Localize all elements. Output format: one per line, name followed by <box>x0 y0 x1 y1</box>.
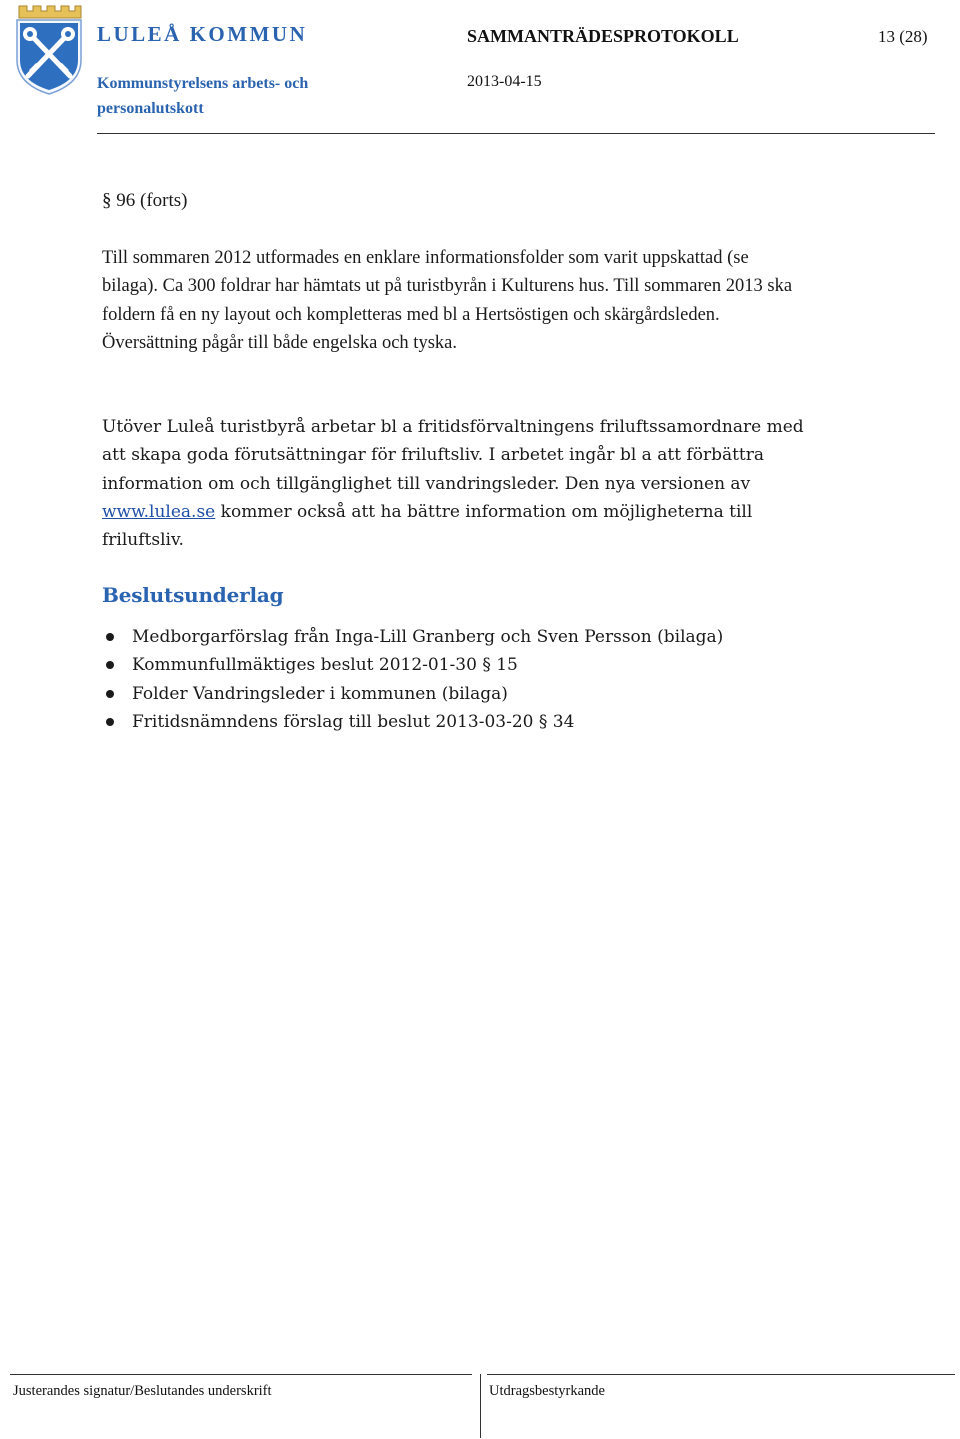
list-item <box>102 680 862 708</box>
section-reference: § 96 (forts) <box>102 190 188 211</box>
footer-signature-line <box>10 1374 472 1375</box>
decision-basis-list <box>102 623 862 736</box>
bullet-icon <box>106 633 114 641</box>
organization-name: LULEÅ KOMMUN <box>97 22 308 46</box>
section-heading: Beslutsunderlag <box>102 583 284 607</box>
paragraph-text: Utöver Luleå turistbyrå arbetar bl a fritidsförvaltningens friluftssamordnare med att skapa goda förutsättningar för friluftsliv. I arbetet ingår bl a att förbättra information om och tillgänglighet till vandringsleder. Den nya versionen av <box>102 417 804 494</box>
bullet-icon <box>106 661 114 669</box>
list-item-text: Fritidsnämndens förslag till beslut 2013-03-20 § 34 <box>132 711 575 732</box>
committee-name: Kommunstyrelsens arbets- och personalutskott <box>97 75 309 117</box>
document-type: SAMMANTRÄDESPROTOKOLL <box>467 26 739 46</box>
list-item <box>102 651 862 679</box>
paragraph-friluftsliv <box>102 413 822 554</box>
list-item-text: Folder Vandringsleder i kommunen (bilaga) <box>132 683 508 704</box>
bullet-icon <box>106 718 114 726</box>
list-item-text: Medborgarförslag från Inga-Lill Granberg och Sven Persson (bilaga) <box>132 627 724 647</box>
list-item <box>102 623 862 651</box>
list-item <box>102 708 862 736</box>
lulea-coat-of-arms-icon <box>11 4 87 96</box>
certification-label: Utdragsbestyrkande <box>489 1383 605 1399</box>
paragraph-folder-info: Till sommaren 2012 utformades en enklare informationsfolder som varit uppskattad (se bilaga). Ca 300 foldrar har hämtats ut på turistbyrån i Kulturens hus. Till sommaren 2013 ska foldern få en ny layout och kompletteras med bl a Hertsöstigen och skärgårdsleden. Översättning pågår till både engelska och tyska. <box>102 248 793 353</box>
list-item-text: Kommunfullmäktiges beslut 2012-01-30 § 15 <box>132 655 518 676</box>
page-number: 13 (28) <box>878 27 928 46</box>
signature-label: Justerandes signatur/Beslutandes underskrift <box>13 1383 272 1399</box>
document-date: 2013-04-15 <box>467 73 542 90</box>
footer-certification-line <box>487 1374 955 1375</box>
footer-divider <box>480 1374 481 1438</box>
paragraph-text: kommer också att ha bättre information om möjligheterna till friluftsliv. <box>102 501 753 551</box>
bullet-icon <box>106 690 114 698</box>
header-divider <box>97 133 935 134</box>
website-link[interactable]: www.lulea.se <box>102 501 216 522</box>
